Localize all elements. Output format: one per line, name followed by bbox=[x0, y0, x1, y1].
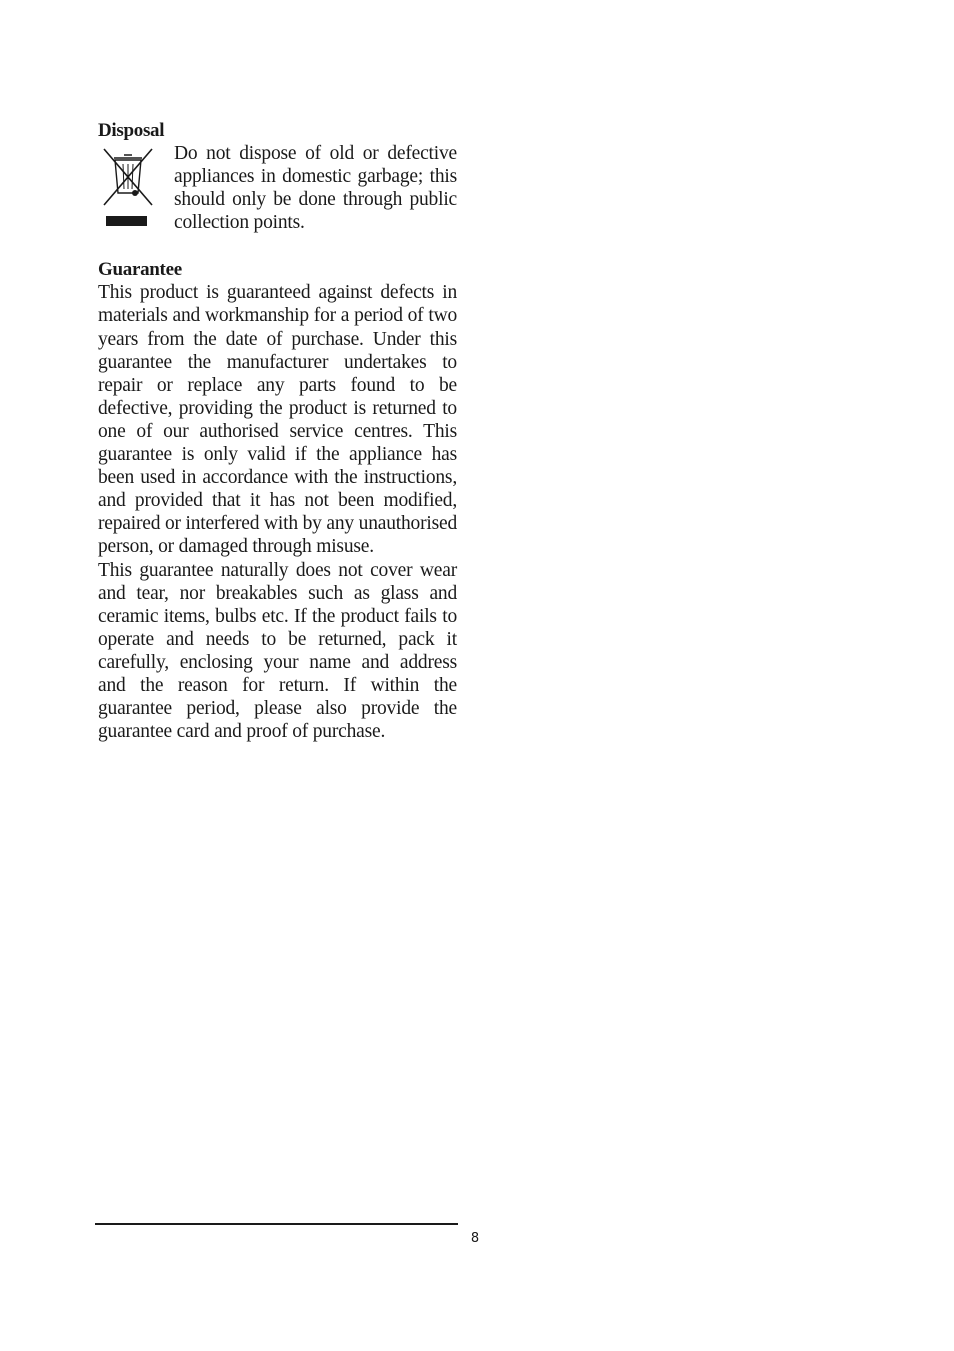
crossed-out-wheelie-bin-icon bbox=[98, 142, 174, 234]
guarantee-paragraph-2: This guarantee naturally does not cover wear and tear, nor breakables such as glass and ceramic items, bulbs etc. If the product fails to operate and needs to be returned, pack it carefully, enclosing your name and address and the reason for return. If within the guarantee period, please also provide the guarantee card and proof of purchase. bbox=[98, 559, 457, 743]
guarantee-paragraph-1: This product is guaranteed against defects in materials and workmanship for a period of two years from the date of purchase. Under this guarantee the manufacturer undertakes to repair or replace any parts found to be defective, providing the product is returned to one of our authorised service centres. This guarantee is only valid if the appliance has been used in accordance with the instructions, and provided that it has not been modified, repaired or interfered with by any unauthorised person, or damaged through misuse. bbox=[98, 282, 457, 558]
content-column bbox=[98, 119, 457, 743]
page-number: 8 bbox=[470, 1231, 480, 1246]
disposal-heading: Disposal bbox=[98, 120, 165, 141]
disposal-text: Do not dispose of old or defective appliances in domestic garbage; this should only be done through public collection points. bbox=[174, 143, 457, 234]
disposal-block bbox=[98, 142, 457, 234]
footer-rule bbox=[95, 1223, 458, 1225]
guarantee-heading: Guarantee bbox=[98, 259, 182, 281]
